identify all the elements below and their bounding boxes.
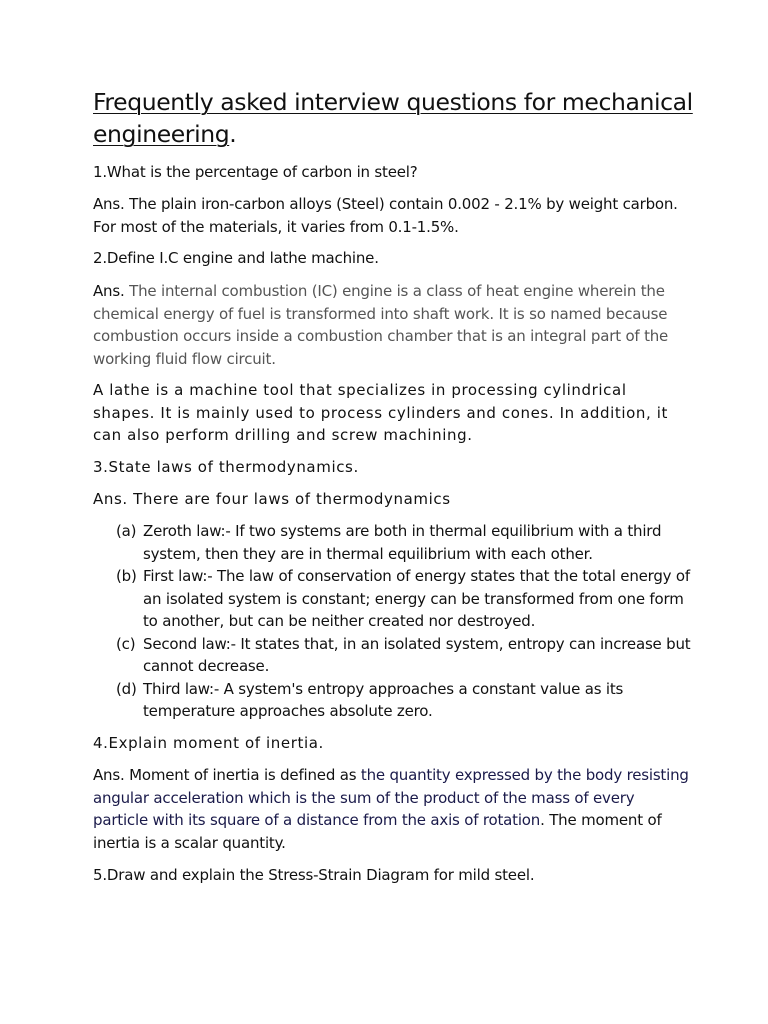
law-label: (a): [116, 522, 137, 540]
law-text: Third law:- A system's entropy approaches a constant value as its temperature approaches absolute zero.: [143, 679, 624, 720]
law-item: [116, 678, 696, 723]
answer-4-suffix: . The moment of inertia is a scalar quantity.: [93, 811, 662, 852]
law-label: (c): [116, 634, 136, 653]
law-text: First law:- The law of conservation of energy states that the total energy of an isolated system is constant; energy can be transformed from one form to another, but can be neither created nor destroyed.: [143, 567, 690, 630]
answer-2-prefix: Ans.: [93, 282, 130, 300]
law-item: [116, 633, 696, 678]
question-5: [93, 864, 693, 887]
answer-4-prefix: Ans. Moment of inertia is defined as: [93, 766, 361, 784]
answer-4-highlight: the quantity expressed by the body resisting angular acceleration which is the sum of the product of the mass of every particle with its square of a distance from the axis of rotation: [93, 766, 689, 829]
question-3: [93, 456, 693, 479]
law-label: (b): [116, 567, 137, 585]
law-item: [116, 520, 696, 565]
law-item: [116, 565, 696, 633]
answer-3: [93, 488, 693, 511]
question-1: [93, 161, 693, 184]
answer-4: [93, 764, 693, 854]
answer-2: [93, 280, 693, 370]
law-text: Second law:- It states that, in an isolated system, entropy can increase but cannot decrease.: [143, 634, 691, 675]
lathe-paragraph: [93, 379, 693, 447]
question-4: [93, 732, 693, 755]
page-title: [93, 86, 693, 150]
answer-3-text: Ans. There are four laws of thermodynamics: [93, 490, 451, 508]
question-2: [93, 247, 693, 270]
answer-2-text: The internal combustion (IC) engine is a class of heat engine wherein the chemical energy of fuel is transformed into shaft work. It is so named because combustion occurs inside a combustion chamber that is an integral part of the working fluid flow circuit.: [93, 282, 669, 368]
law-label: (d): [116, 679, 137, 698]
question-5-text: 5.Draw and explain the Stress-Strain Diagram for mild steel.: [93, 866, 535, 884]
lathe-text: A lathe is a machine tool that specializes in processing cylindrical shapes. It is mainly used to process cylinders and cones. In addition, it can also perform drilling and screw machining.: [93, 381, 668, 444]
question-3-text: 3.State laws of thermodynamics.: [93, 458, 359, 476]
page-title-period: .: [229, 120, 237, 148]
question-1-text: 1.What is the percentage of carbon in steel?: [93, 163, 418, 181]
answer-1: [93, 193, 693, 238]
laws-list: [116, 520, 696, 723]
question-4-text: 4.Explain moment of inertia.: [93, 734, 324, 752]
answer-1-text: Ans. The plain iron-carbon alloys (Steel) contain 0.002 - 2.1% by weight carbon. For most of the materials, it varies from 0.1-1.5%.: [93, 195, 678, 236]
page-title-text: Frequently asked interview questions for mechanical engineering: [93, 88, 693, 148]
question-2-text: 2.Define I.C engine and lathe machine.: [93, 249, 379, 267]
law-text: Zeroth law:- If two systems are both in thermal equilibrium with a third system, then they are in thermal equilibrium with each other.: [143, 522, 662, 563]
